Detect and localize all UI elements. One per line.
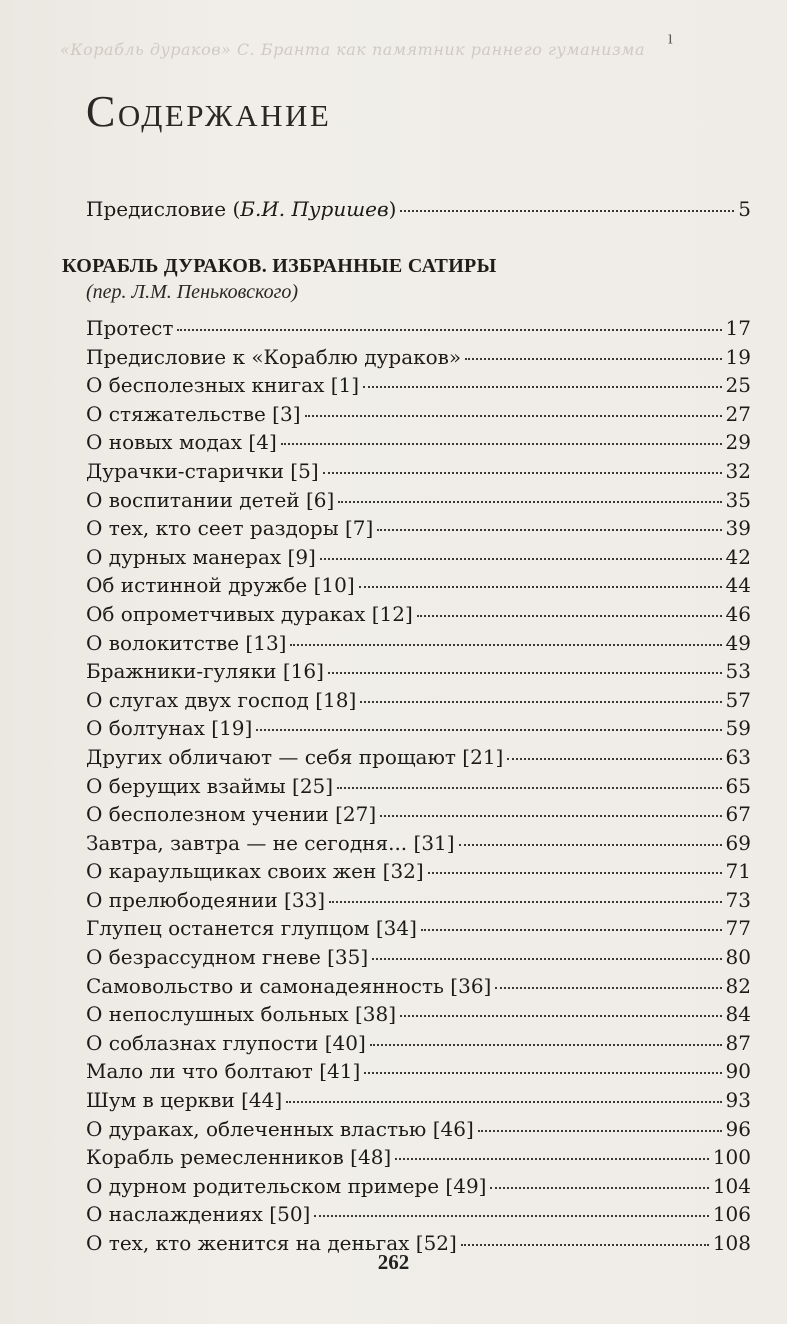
toc-entry	[86, 316, 751, 345]
toc-entry-page: 59	[725, 716, 751, 741]
toc-entry-label: О караульщиках своих жен [32]	[86, 859, 424, 884]
toc-entry	[86, 631, 751, 660]
dot-leader	[461, 1244, 709, 1246]
toc-entry-label: Предисловие (Б.И. Пуришев)	[86, 197, 397, 221]
toc-entry	[86, 945, 751, 974]
toc-entry-page: 77	[725, 916, 751, 941]
toc-entry-page: 87	[725, 1030, 751, 1055]
dot-leader	[400, 210, 734, 212]
dot-leader	[380, 815, 721, 817]
toc-entry-label: О соблазнах глупости [40]	[86, 1030, 366, 1055]
toc-entry-page: 44	[725, 573, 751, 598]
toc-entry	[86, 1174, 751, 1203]
toc-entry-label: О тех, кто женится на деньгах [52]	[86, 1231, 457, 1255]
dot-leader	[490, 1187, 708, 1189]
toc-entry-page: 80	[725, 945, 751, 970]
toc-entry-label: О стяжательстве [3]	[86, 401, 301, 426]
toc-entry	[86, 516, 751, 545]
dot-leader	[360, 701, 721, 703]
dot-leader	[177, 329, 721, 331]
toc-entry-page: 90	[725, 1059, 751, 1084]
toc-entry-label: Бражники-гуляки [16]	[86, 659, 324, 684]
toc-entry-label: О наслаждениях [50]	[86, 1202, 311, 1227]
toc-entry	[86, 716, 751, 745]
dot-leader	[323, 472, 722, 474]
toc-list	[86, 316, 751, 1260]
toc-entry	[86, 802, 751, 831]
toc-entry-page: 82	[725, 973, 751, 998]
toc-entry-label: О бесполезном учении [27]	[86, 802, 377, 827]
toc-entry	[86, 402, 751, 431]
toc-entry-label: О тех, кто сеет раздоры [7]	[86, 516, 374, 541]
toc-entry	[86, 745, 751, 774]
toc-entry	[86, 974, 751, 1003]
dot-leader	[328, 672, 722, 674]
toc-entry-label: О волокитстве [13]	[86, 630, 287, 655]
toc-entry	[86, 1088, 751, 1117]
toc-entry-page: 63	[725, 744, 751, 769]
toc-entry-label: Дурачки-старички [5]	[86, 458, 319, 483]
dot-leader	[363, 386, 721, 388]
toc-entry	[86, 459, 751, 488]
toc-entry-label: О дурных манерах [9]	[86, 544, 316, 569]
toc-entry	[86, 916, 751, 945]
toc-entry-label: О воспитании детей [6]	[86, 487, 335, 512]
toc-entry-page: 108	[712, 1231, 751, 1255]
toc-entry-page: 25	[725, 373, 751, 398]
toc-entry-label: О непослушных больных [38]	[86, 1002, 397, 1027]
dot-leader	[428, 872, 722, 874]
toc-entry-label: О слугах двух господ [18]	[86, 687, 357, 712]
toc-entry	[86, 1202, 751, 1231]
dot-leader	[281, 443, 722, 445]
toc-entry-page: 29	[725, 430, 751, 455]
toc-entry	[86, 373, 751, 402]
toc-entry	[86, 1145, 751, 1174]
dot-leader	[478, 1130, 722, 1132]
toc-entry-page: 65	[725, 773, 751, 798]
toc-entry-page: 67	[725, 802, 751, 827]
toc-entry-page: 57	[725, 687, 751, 712]
dot-leader	[256, 729, 721, 731]
toc-entry-label: О прелюбодеянии [33]	[86, 887, 326, 912]
toc-entry-page: 71	[725, 859, 751, 884]
toc-entry-page: 49	[725, 630, 751, 655]
toc-entry-label: Мало ли что болтают [41]	[86, 1059, 361, 1084]
toc-entry-label: О новых модах [4]	[86, 430, 277, 455]
toc-entry-label: Об опрометчивых дураках [12]	[86, 601, 413, 626]
toc-entry	[86, 573, 751, 602]
dot-leader	[329, 901, 721, 903]
dot-leader	[465, 358, 721, 360]
toc-entry	[86, 774, 751, 803]
dot-leader	[395, 1158, 709, 1160]
toc-entry-page: 69	[725, 830, 751, 855]
toc-entry	[86, 831, 751, 860]
dot-leader	[314, 1215, 708, 1217]
toc-entry-page: 93	[725, 1088, 751, 1113]
dot-leader	[459, 844, 722, 846]
toc-entry	[86, 488, 751, 517]
toc-entry	[86, 659, 751, 688]
toc-entry	[86, 345, 751, 374]
toc-entry-label: О бесполезных книгах [1]	[86, 373, 360, 398]
toc-entry-page: 53	[725, 659, 751, 684]
toc-entry-label: О берущих взаймы [25]	[86, 773, 334, 798]
toc-entry	[86, 430, 751, 459]
toc-entry-label: Завтра, завтра — не сегодня... [31]	[86, 830, 455, 855]
toc-entry	[86, 859, 751, 888]
page-title: Содержание	[86, 87, 332, 136]
toc-entry-label: Корабль ремесленников [48]	[86, 1145, 392, 1170]
toc-entry-page: 84	[725, 1002, 751, 1027]
toc-entry-label: О дураках, облеченных властью [46]	[86, 1116, 474, 1141]
toc-entry-label: Других обличают — себя прощают [21]	[86, 744, 504, 769]
running-head-bleedthrough: «Корабль дураков» С. Бранта как памятник раннего гуманизма	[60, 40, 645, 59]
toc-entry	[86, 888, 751, 917]
dot-leader	[290, 644, 721, 646]
preface-author: Б.И. Пуришев	[240, 197, 389, 221]
dot-leader	[417, 615, 722, 617]
dot-leader	[305, 415, 722, 417]
toc-entry	[86, 1059, 751, 1088]
toc-entry	[86, 1002, 751, 1031]
toc-entry-page: 35	[725, 487, 751, 512]
dot-leader	[370, 1044, 722, 1046]
toc-entry	[86, 602, 751, 631]
toc-entry-label: Шум в церкви [44]	[86, 1088, 283, 1113]
toc-entry-label: Протест	[86, 316, 174, 340]
toc-entry-label: О дурном родительском примере [49]	[86, 1173, 487, 1198]
dot-leader	[364, 1072, 721, 1074]
toc-entry-page: 96	[725, 1116, 751, 1141]
toc-entry-page: 42	[725, 544, 751, 569]
page-mark: ˡ	[668, 32, 674, 57]
dot-leader	[372, 958, 721, 960]
dot-leader	[507, 758, 721, 760]
dot-leader	[400, 1015, 721, 1017]
toc-entry-preface	[86, 197, 751, 221]
toc-entry-label: О безрассудном гневе [35]	[86, 945, 369, 970]
toc-entry-page: 104	[712, 1173, 751, 1198]
toc-entry-page: 27	[725, 401, 751, 426]
dot-leader	[421, 929, 722, 931]
toc-entry-label: Глупец останется глупцом [34]	[86, 916, 417, 941]
toc-entry-page: 39	[725, 516, 751, 541]
dot-leader	[286, 1101, 721, 1103]
toc-entry-page: 73	[725, 887, 751, 912]
page-number: 262	[377, 1250, 410, 1274]
toc-entry-label: О болтунах [19]	[86, 716, 253, 741]
toc-entry-label: Об истинной дружбе [10]	[86, 573, 355, 598]
toc-entry	[86, 1117, 751, 1146]
dot-leader	[495, 987, 721, 989]
toc-entry-page: 17	[725, 316, 751, 340]
dot-leader	[359, 586, 722, 588]
toc-entry-page: 100	[712, 1145, 751, 1170]
dot-leader	[377, 529, 721, 531]
dot-leader	[320, 558, 722, 560]
toc-entry-label: Предисловие к «Кораблю дураков»	[86, 344, 462, 369]
toc-entry-page: 19	[725, 344, 751, 369]
toc-entry-page: 46	[725, 601, 751, 626]
toc-entry-page: 32	[725, 458, 751, 483]
toc-entry	[86, 545, 751, 574]
toc-entry	[86, 1031, 751, 1060]
section-title: КОРАБЛЬ ДУРАКОВ. ИЗБРАННЫЕ САТИРЫ	[62, 255, 497, 277]
toc-entry-page: 5	[738, 197, 751, 221]
toc-entry-label: Самовольство и самонадеянность [36]	[86, 973, 492, 998]
toc-entry	[86, 688, 751, 717]
section-translator: (пер. Л.М. Пеньковского)	[86, 281, 299, 303]
toc-entry-page: 106	[712, 1202, 751, 1227]
dot-leader	[338, 501, 721, 503]
dot-leader	[337, 787, 721, 789]
